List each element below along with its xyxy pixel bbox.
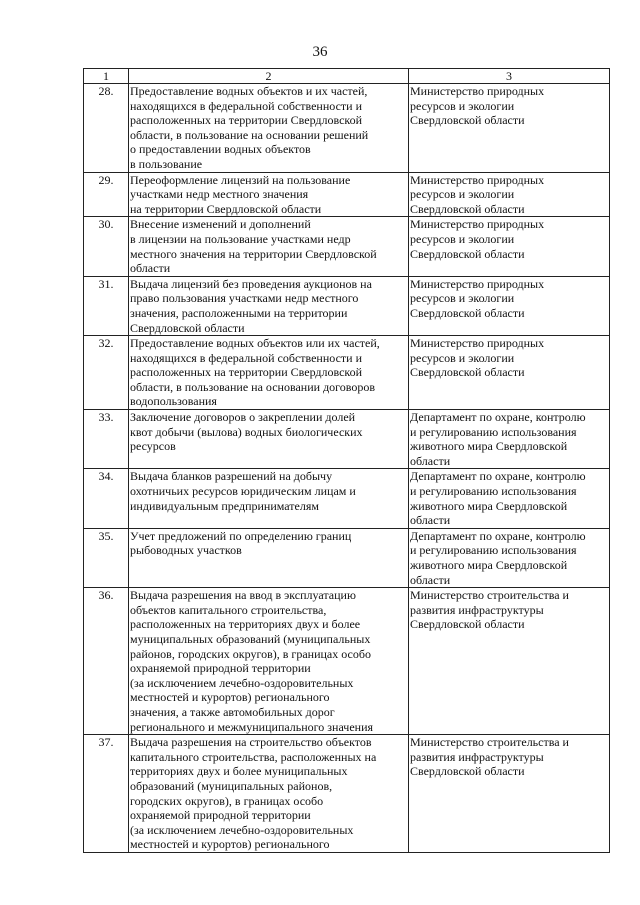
table-header-row (84, 69, 610, 84)
table-row (84, 469, 610, 528)
service-name: Переоформление лицензий на пользование участками недр местного значения на территории Свердловской области (129, 172, 409, 217)
table-row (84, 588, 610, 735)
table-row (84, 276, 610, 335)
row-number: 28. (84, 84, 129, 173)
row-number: 34. (84, 469, 129, 528)
responsible-agency: Департамент по охране, контролю и регулированию использования животного мира Свердловской области (409, 528, 610, 587)
responsible-agency: Министерство природных ресурсов и экологии Свердловской области (409, 84, 610, 173)
service-name: Выдача бланков разрешений на добычу охотничьих ресурсов юридическим лицам и индивидуальным предпринимателям (129, 469, 409, 528)
row-number: 33. (84, 410, 129, 469)
header-col-3: 3 (409, 69, 610, 84)
service-name: Заключение договоров о закреплении долей квот добычи (вылова) водных биологических ресурсов (129, 410, 409, 469)
table-row (84, 410, 610, 469)
responsible-agency: Министерство природных ресурсов и экологии Свердловской области (409, 217, 610, 276)
responsible-agency: Министерство природных ресурсов и экологии Свердловской области (409, 276, 610, 335)
service-name: Учет предложений по определению границ рыбоводных участков (129, 528, 409, 587)
table-row (84, 217, 610, 276)
table-row (84, 84, 610, 173)
table-row (84, 172, 610, 217)
responsible-agency: Департамент по охране, контролю и регулированию использования животного мира Свердловской области (409, 410, 610, 469)
service-name: Внесение изменений и дополнений в лицензии на пользование участками недр местного значения на территории Свердловской области (129, 217, 409, 276)
responsible-agency: Министерство природных ресурсов и экологии Свердловской области (409, 172, 610, 217)
service-name: Выдача лицензий без проведения аукционов на право пользования участками недр местного значения, расположенными на территории Свердловской области (129, 276, 409, 335)
row-number: 36. (84, 588, 129, 735)
responsible-agency: Департамент по охране, контролю и регулированию использования животного мира Свердловской области (409, 469, 610, 528)
header-col-1: 1 (84, 69, 129, 84)
header-col-2: 2 (129, 69, 409, 84)
row-number: 29. (84, 172, 129, 217)
row-number: 31. (84, 276, 129, 335)
service-name: Выдача разрешения на ввод в эксплуатацию объектов капитального строительства, расположенных на территориях двух и более муниципальных образований (муниципальных районов, городских округов), в границах особо охраняемой природной территории (за исключением лечебно-оздоровительных местностей и курортов) регионального значения, а также автомобильных дорог регионального и межмуниципального значения (129, 588, 409, 735)
service-name: Выдача разрешения на строительство объектов капитального строительства, расположенных на территориях двух и более муниципальных образований (муниципальных районов, городских округов), в границах особо охраняемой природной территории (за исключением лечебно-оздоровительных местностей и курортов) регионального (129, 735, 409, 853)
row-number: 30. (84, 217, 129, 276)
services-table (83, 68, 610, 853)
page-number: 36 (312, 44, 328, 60)
row-number: 35. (84, 528, 129, 587)
row-number: 32. (84, 336, 129, 410)
table-row (84, 735, 610, 853)
responsible-agency: Министерство природных ресурсов и экологии Свердловской области (409, 336, 610, 410)
table-row (84, 336, 610, 410)
table-row (84, 528, 610, 587)
row-number: 37. (84, 735, 129, 853)
service-name: Предоставление водных объектов и их частей, находящихся в федеральной собственности и расположенных на территории Свердловской области, в пользование на основании решений о предоставлении водных объектов в пользование (129, 84, 409, 173)
responsible-agency: Министерство строительства и развития инфраструктуры Свердловской области (409, 735, 610, 853)
service-name: Предоставление водных объектов или их частей, находящихся в федеральной собственности и расположенных на территории Свердловской области, в пользование на основании договоров водопользования (129, 336, 409, 410)
responsible-agency: Министерство строительства и развития инфраструктуры Свердловской области (409, 588, 610, 735)
